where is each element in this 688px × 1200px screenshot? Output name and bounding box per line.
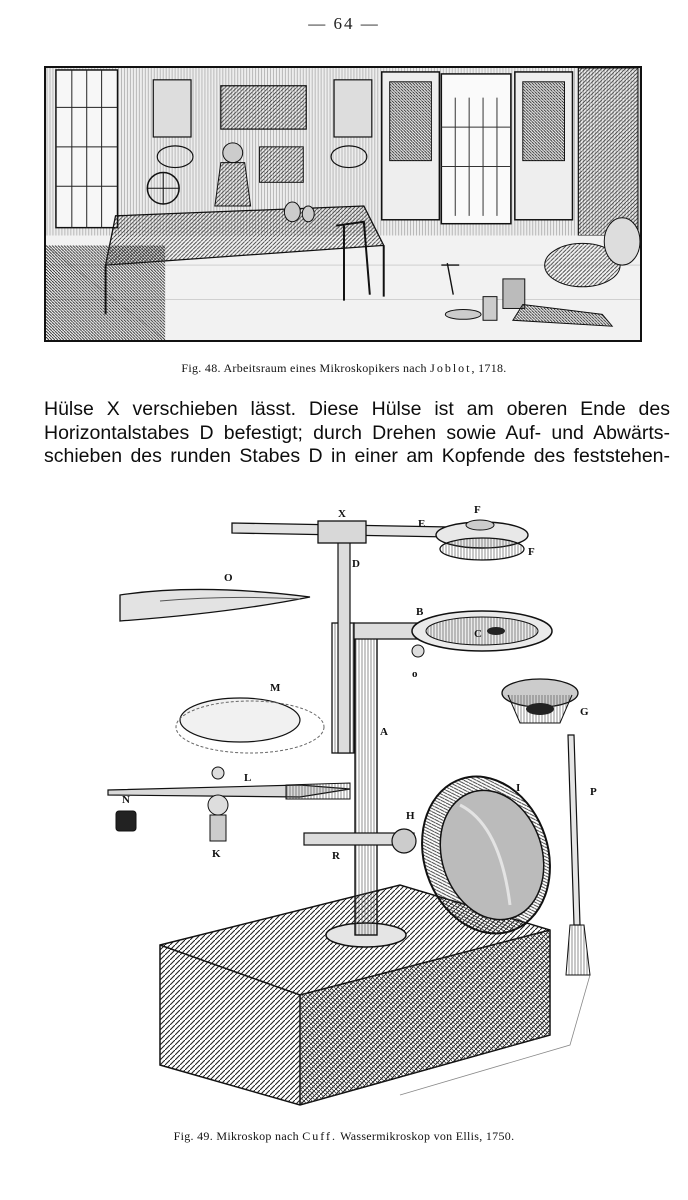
part-label-o-small: o bbox=[412, 668, 418, 680]
part-label-o: O bbox=[224, 572, 233, 584]
figure-49-author: Cuff. bbox=[302, 1129, 337, 1143]
figure-49-caption-text: Mikroskop nach bbox=[216, 1129, 299, 1143]
part-label-c: C bbox=[474, 628, 482, 640]
part-label-e: E bbox=[418, 518, 426, 530]
part-label-f-top: F bbox=[474, 505, 481, 516]
part-label-p: P bbox=[590, 786, 597, 798]
figure-48-caption bbox=[0, 361, 688, 376]
body-text bbox=[44, 398, 670, 469]
figure-49-caption-suffix: Wassermikroskop von Ellis, 1750. bbox=[340, 1129, 515, 1143]
figure-49-engraving bbox=[100, 505, 630, 1115]
figure-48-caption-text: Arbeitsraum eines Mikroskopikers nach bbox=[223, 361, 427, 375]
part-label-n: N bbox=[122, 794, 130, 806]
part-label-x: X bbox=[338, 508, 346, 520]
part-label-f-bottom: F bbox=[528, 546, 535, 558]
part-label-i: I bbox=[516, 782, 521, 794]
part-label-g: G bbox=[580, 706, 589, 718]
part-label-r: R bbox=[332, 850, 340, 862]
part-label-l: L bbox=[244, 772, 252, 784]
figure-48-year: , 1718. bbox=[471, 361, 507, 375]
part-label-m: M bbox=[270, 682, 281, 694]
part-label-b: B bbox=[416, 606, 424, 618]
figure-49-number: Fig. 49. bbox=[173, 1129, 214, 1143]
figure-48-author: Joblot bbox=[430, 361, 472, 375]
part-label-d: D bbox=[352, 558, 360, 570]
body-line: Horizontalstabes D befestigt; durch Drehen sowie Auf- und Abwärts- bbox=[44, 421, 670, 444]
part-label-a: A bbox=[380, 726, 388, 738]
part-label-k: K bbox=[212, 848, 221, 860]
figure-48-engraving bbox=[44, 66, 642, 342]
figure-49-caption bbox=[0, 1129, 688, 1144]
part-label-h: H bbox=[406, 810, 415, 822]
body-line: Hülse X verschieben lässt. Diese Hülse ist am oberen Ende des bbox=[44, 398, 670, 420]
page-number: — 64 — bbox=[308, 14, 380, 33]
body-line: schieben des runden Stabes D in einer am Kopfende des feststehen- bbox=[44, 445, 670, 467]
figure-48-number: Fig. 48. bbox=[181, 361, 221, 375]
